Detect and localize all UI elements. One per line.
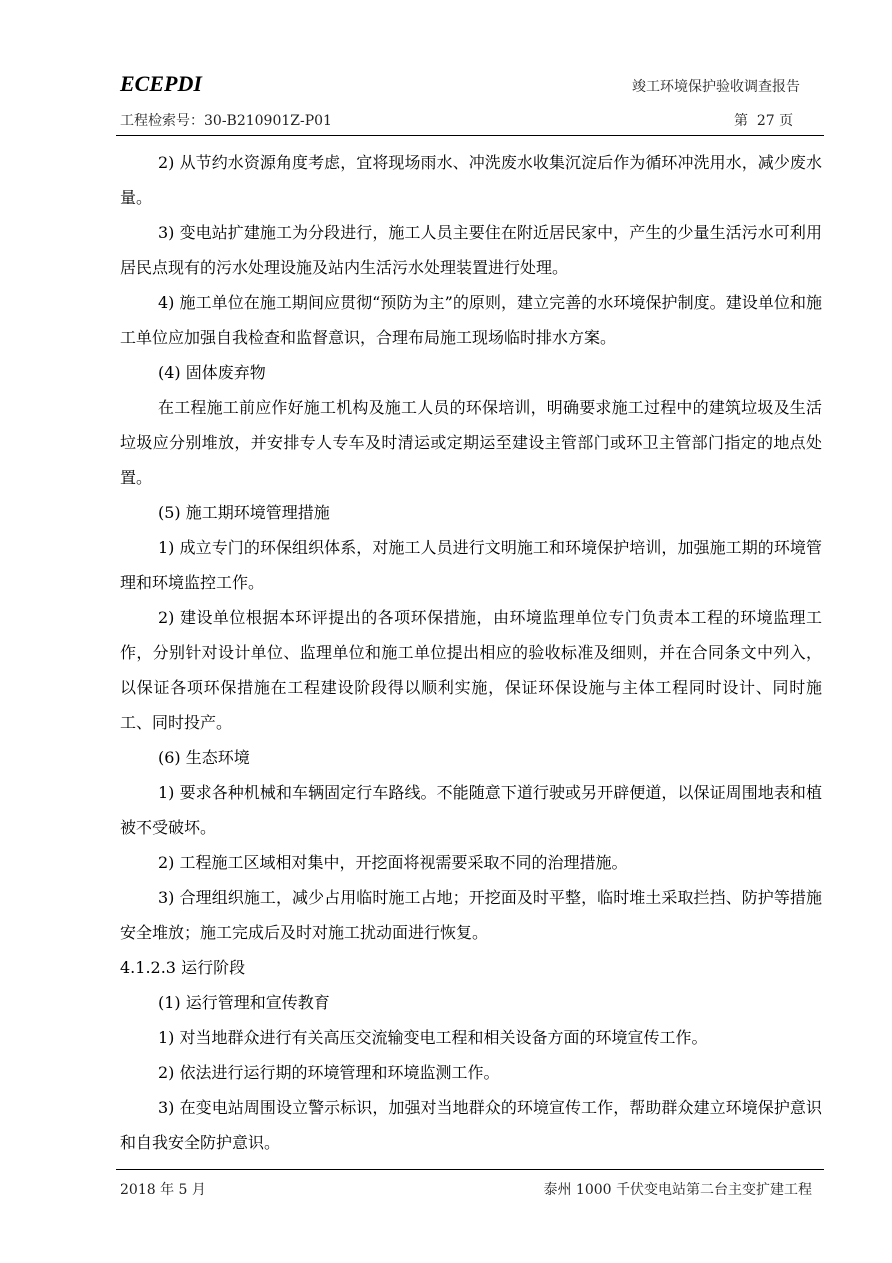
heading-operation-management: (1) 运行管理和宣传教育 bbox=[158, 993, 330, 1012]
project-name: 泰州 1000 千伏变电站第二台主变扩建工程 bbox=[543, 1182, 812, 1198]
page-number: 第 27 页 bbox=[734, 113, 794, 129]
paragraph-environmental-monitoring: 2) 依法进行运行期的环境管理和环境监测工作。 bbox=[158, 1063, 500, 1082]
paragraph-water-protection-system: 4) 施工单位在施工期间应贯彻“预防为主”的原则，建立完善的水环境保护制度。建设单位和施工单位应加强自我检查和监督意识，合理布局施工现场临时排水方案。 bbox=[120, 293, 822, 347]
footer-divider bbox=[116, 1169, 824, 1170]
paragraph-temporary-land-use: 3) 合理组织施工，减少占用临时施工占地；开挖面及时平整，临时堆土采取拦挡、防护等措施安全堆放；施工完成后及时对施工扰动面进行恢复。 bbox=[120, 888, 822, 942]
paragraph-vehicle-routes: 1) 要求各种机械和车辆固定行车路线。不能随意下道行驶或另开辟便道，以保证周围地表和植被不受破坏。 bbox=[120, 783, 822, 837]
paragraph-excavation-measures: 2) 工程施工区域相对集中，开挖面将视需要采取不同的治理措施。 bbox=[158, 853, 628, 872]
header-divider bbox=[116, 135, 824, 136]
document-title: 竣工环境保护验收调查报告 bbox=[632, 79, 800, 95]
paragraph-water-recycling: 2) 从节约水资源角度考虑，宜将现场雨水、冲洗废水收集沉淀后作为循环冲洗用水，减少废水量。 bbox=[120, 153, 822, 207]
project-index-number: 工程检索号：30-B210901Z-P01 bbox=[120, 113, 332, 129]
heading-solid-waste: (4) 固体废弃物 bbox=[158, 363, 266, 382]
document-body bbox=[120, 145, 822, 1160]
paragraph-warning-signs: 3) 在变电站周围设立警示标识，加强对当地群众的环境宣传工作，帮助群众建立环境保护意识和自我安全防护意识。 bbox=[120, 1098, 822, 1152]
report-date: 2018 年 5 月 bbox=[120, 1182, 206, 1198]
paragraph-environmental-organization: 1) 成立专门的环保组织体系，对施工人员进行文明施工和环境保护培训，加强施工期的环境管理和环境监控工作。 bbox=[120, 538, 822, 592]
heading-construction-management: (5) 施工期环境管理措施 bbox=[158, 503, 330, 522]
heading-ecological-environment: (6) 生态环境 bbox=[158, 748, 250, 767]
paragraph-public-awareness: 1) 对当地群众进行有关高压交流输变电工程和相关设备方面的环境宣传工作。 bbox=[158, 1028, 708, 1047]
paragraph-solid-waste: 在工程施工前应作好施工机构及施工人员的环保培训，明确要求施工过程中的建筑垃圾及生活垃圾应分别堆放，并安排专人专车及时清运或定期运至建设主管部门或环卫主管部门指定的地点处置。 bbox=[120, 398, 822, 487]
paragraph-environmental-supervision: 2) 建设单位根据本环评提出的各项环保措施，由环境监理单位专门负责本工程的环境监理工作，分别针对设计单位、监理单位和施工单位提出相应的验收标准及细则，并在合同条文中列入，以保证各项环保措施在工程建设阶段得以顺利实施，保证环保设施与主体工程同时设计、同时施工、同时投产。 bbox=[120, 608, 822, 732]
paragraph-domestic-sewage: 3) 变电站扩建施工为分段进行，施工人员主要住在附近居民家中，产生的少量生活污水可利用居民点现有的污水处理设施及站内生活污水处理装置进行处理。 bbox=[120, 223, 822, 277]
section-heading-operation-phase: 4.1.2.3 运行阶段 bbox=[120, 958, 246, 977]
company-logo: ECEPDI bbox=[120, 71, 202, 96]
